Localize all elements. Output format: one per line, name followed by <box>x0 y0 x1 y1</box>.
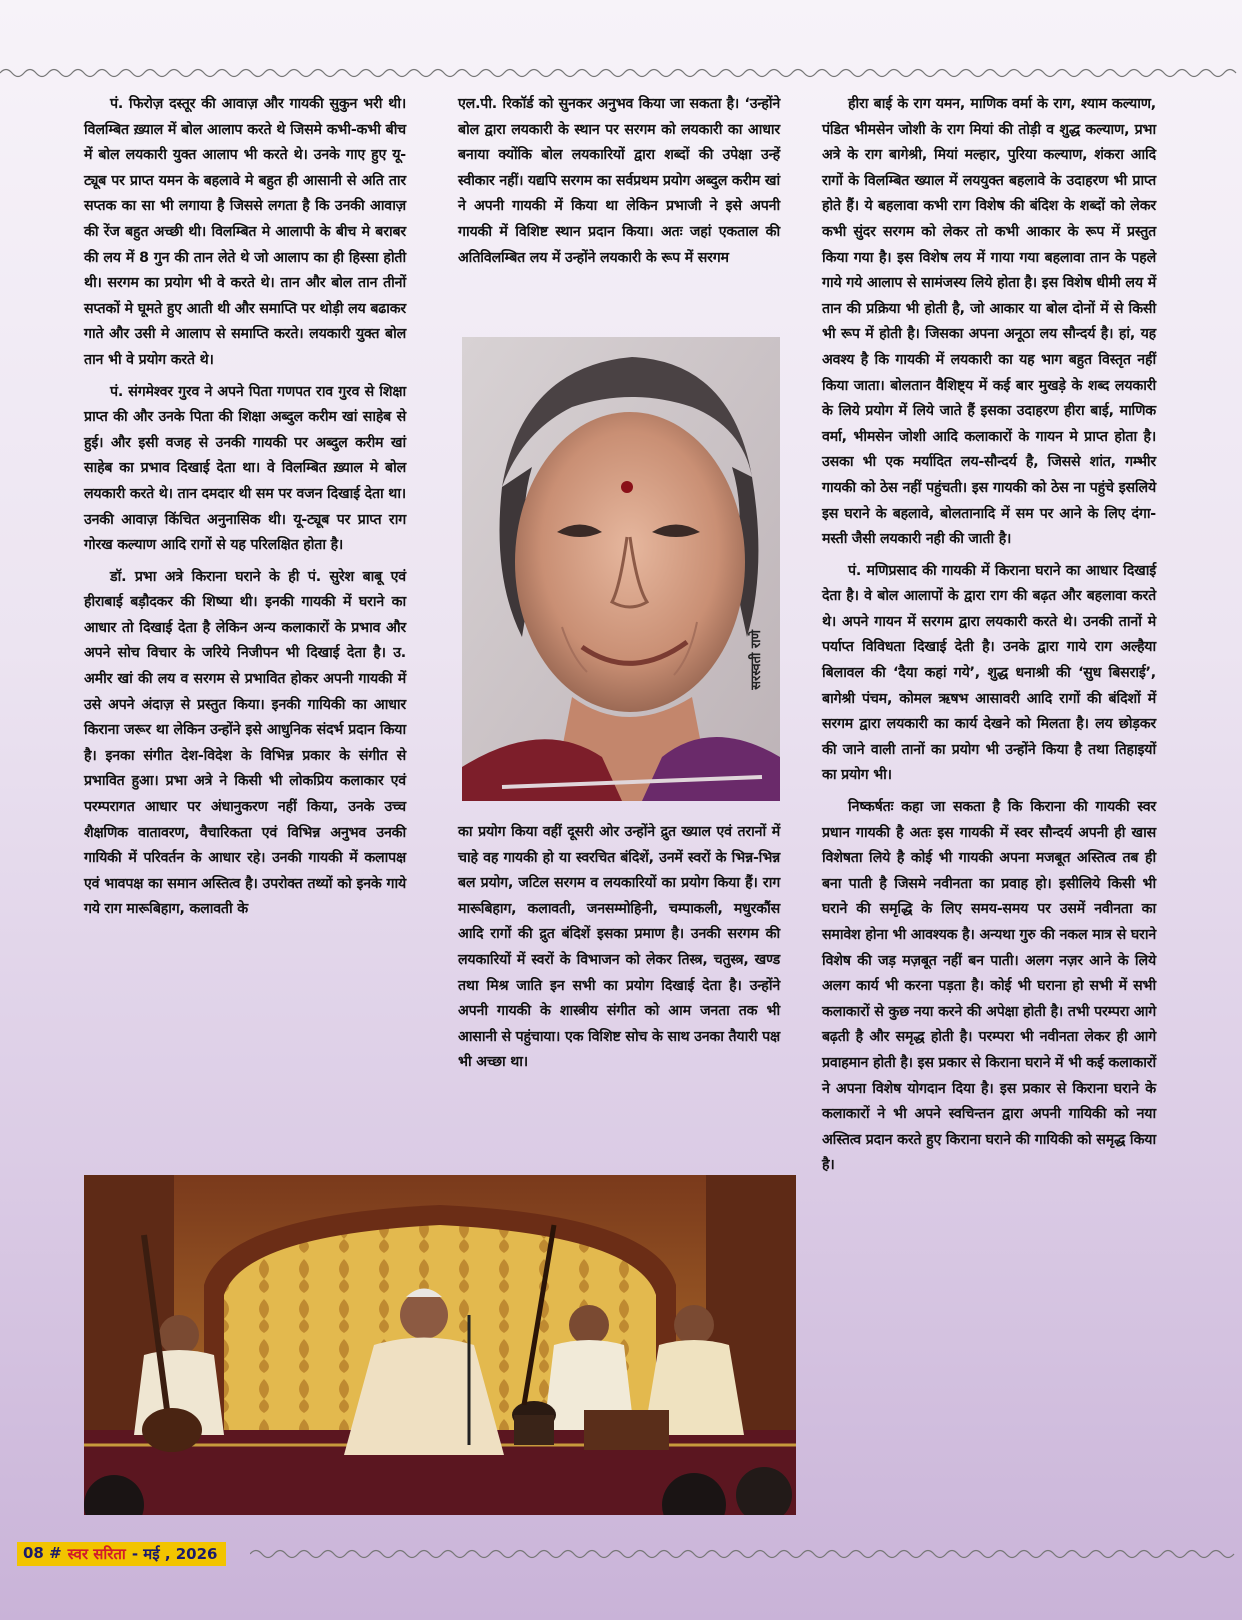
portrait-caption: सरस्वती राणे <box>749 630 764 690</box>
footer-label <box>17 1542 226 1566</box>
article-column-1 <box>84 92 406 929</box>
paragraph-conclusion: निष्कर्षतः कहा जा सकता है कि किराना की गायकी स्वर प्रधान गायकी है अतः इस गायकी में स्वर सौन्दर्य अपनी ही खास विशेषता लिये है कोई भी गायकी अपना मजबूत अस्तित्व तब ही बना पाती है जिसमे नवीनता का प्रवाह हो। इसीलिये किसी भी घराने की समृद्धि के लिए समय-समय पर उसमें नवीनता का समावेश होना भी आवश्यक है। अन्यथा गुरु की नकल मात्र से घराने विशेष की जड़ मज़बूत नहीं बन पाती। अलग नज़र आने के लिये अलग कार्य भी करना पड़ता है। कोई भी घराना हो सभी में सभी कलाकारों से कुछ नया करने की अपेक्षा होती है। तभी परम्परा आगे बढ़ती है और समृद्ध होती है। परम्परा भी नवीनता लेकर ही आगे प्रवाहमान होती है। इस प्रकार से किराना घराने में भी कई कलाकारों ने अपना विशेष योगदान दिया है। इस प्रकार से किराना घराने के कलाकारों ने भी अपने स्वचिन्तन द्वारा अपनी गायिकी को नया अस्तित्व प्रदान करते हुए किराना घराने की गायिकी को समृद्ध किया है। <box>822 799 1156 1174</box>
issue-date: - मई , 2026 <box>131 1545 218 1563</box>
bottom-wavy-divider <box>250 1547 1242 1561</box>
paragraph-column2-top: एल.पी. रिकॉर्ड को सुनकर अनुभव किया जा सकता है। ‘उन्होंने बोल द्वारा लयकारी के स्थान पर सरगम को लयकारी का आधार बनाया क्योंकि बोल लयकारियों द्वारा शब्दों की उपेक्षा उन्हें स्वीकार नहीं। यद्यपि सरगम का सर्वप्रथम प्रयोग अब्दुल करीम खां ने अपनी गायकी में किया था लेकिन प्रभाजी ने इसे अपनी गायकी में विशिष्ट स्थान प्रदान किया। अतः जहां एकताल की अतिविलम्बित लय में उन्होंने लयकारी के रूप में सरगम <box>458 96 780 266</box>
page-number: 08 # <box>23 1544 62 1562</box>
paragraph-column2-bottom: का प्रयोग किया वहीं दूसरी ओर उन्होंने द्रुत ख्याल एवं तरानों में चाहे वह गायकी हो या स्वरचित बंदिशें, उनमें स्वरों के भिन्न-भिन्न बल प्रयोग, जटिल सरगम व लयकारियों का प्रयोग किया हैं। राग मारूबिहाग, कलावती, जनसम्मोहिनी, चम्पाकली, मधुरकौंस आदि रागों की द्रुत बंदिशें इसका प्रमाण है। उनकी सरगम की लयकारियों में स्वरों के विभाजन को लेकर तिस्त्र, चतुस्त्र, खण्ड तथा मिश्र जाति इन सभी का प्रयोग दिखाई देता है। उन्होंने अपनी गायकी के शास्त्रीय संगीत को आम जनता तक भी आसानी से पहुंचाया। एक विशिष्ट सोच के साथ उनका तैयारी पक्ष भी अच्छा था। <box>458 824 780 1071</box>
article-column-2-bottom <box>458 820 780 1082</box>
paragraph-firoz-dastur: पं. फिरोज़ दस्तूर की आवाज़ और गायकी सुकुन भरी थी। विलम्बित ख़्याल में बोल आलाप करते थे जिसमे कभी-कभी बीच में बोल लयकारी युक्त आलाप भी करते थे। उनके गाए हुए यू-ट्यूब पर प्राप्त यमन के बहलावे मे बहुत ही आसानी से अति तार सप्तक का सा भी लगाया है जिससे लगता है कि उनकी आवाज़ की रेंज बहुत अच्छी थी। विलम्बित मे आलापी के बीच मे बराबर की लय में 8 गुन की तान लेते थे जो आलाप का ही हिस्सा होती थी। सरगम का प्रयोग भी वे करते थे। तान और बोल तान तीनों सप्तकों मे घूमते हुए आती थी और समाप्ति पर थोड़ी लय बढाकर गाते और उसी मे आलाप से समाप्ति करते। लयकारी युक्त बोल तान भी वे प्रयोग करते थे। <box>84 96 406 368</box>
concert-photo <box>84 1175 796 1515</box>
paragraph-prabha-atre: डॉ. प्रभा अत्रे किराना घराने के ही पं. सुरेश बाबू एवं हीराबाई बड़ौदकर की शिष्या थी। इनकी गायकी में घराने का आधार तो दिखाई देता है लेकिन अन्य कलाकारों के प्रभाव और अपने सोच विचार के जरिये निजीपन भी दिखाई देता है। उ. अमीर खां की लय व सरगम से प्रभावित होकर अपनी गायकी में उसे अपने अंदाज़ से प्रस्तुत किया। इनकी गायिकी का आधार किराना जरूर था लेकिन उन्होंने इसे आधुनिक संदर्भ प्रदान किया है। इनका संगीत देश-विदेश के विभिन्न प्रकार के संगीत से प्रभावित हुआ। प्रभा अत्रे ने किसी भी लोकप्रिय कलाकार एवं परम्परागत आधार पर अंधानुकरण नहीं किया, उनके उच्च शैक्षणिक वातावरण, वैचारिकता एवं विभिन्न अनुभव उनकी गायिकी में परिवर्तन के आधार रहे। उनकी गायकी में कलापक्ष एवं भावपक्ष का समान अस्तित्व है। उपरोक्त तथ्यों को इनके गाये गये राग मारूबिहाग, कलावती के <box>84 568 406 918</box>
top-wavy-divider <box>0 66 1242 80</box>
magazine-name: स्वर सरिता <box>67 1545 126 1563</box>
article-column-2-top <box>458 92 780 277</box>
article-column-3 <box>822 92 1156 1185</box>
paragraph-sangameshwar-gurav: पं. संगमेश्वर गुरव ने अपने पिता गणपत राव गुरव से शिक्षा प्राप्त की और उनके पिता की शिक्षा अब्दुल करीम खां साहेब से हुई। और इसी वजह से उनकी गायकी पर अब्दुल करीम खां साहेब का प्रभाव दिखाई देता था। वे विलम्बित ख़्याल मे बोल लयकारी करते थे। तान दमदार थी सम पर वजन दिखाई देता था। उनकी आवाज़ किंचित अनुनासिक थी। यू-ट्यूब पर प्राप्त राग गोरख कल्याण आदि रागों से यह परिलक्षित होता है। <box>84 383 406 554</box>
paragraph-maniprasad: पं. मणिप्रसाद की गायकी में किराना घराने का आधार दिखाई देता है। वे बोल आलापों के द्वारा राग की बढ़त और बहलावा करते थे। अपने गायन में सरगम द्वारा लयकारी करते थे। उनकी तानों मे पर्याप्त विविधता दिखाई देती है। उनके द्वारा गाये राग अल्हैया बिलावल की ‘दैया कहां गये’, शुद्ध धनाश्री की ‘सुध बिसराई’, बागेश्री पंचम, कोमल ऋषभ आसावरी आदि रागों की बंदिशों में सरगम द्वारा लयकारी का कार्य देखने को मिलता है। लय छोड़कर की जाने वाली तानों का प्रयोग भी उन्होंने किया है तथा तिहाइयों का प्रयोग भी। <box>822 562 1156 784</box>
paragraph-hira-bai: हीरा बाई के राग यमन, माणिक वर्मा के राग, श्याम कल्याण, पंडित भीमसेन जोशी के राग मियां की तोड़ी व शुद्ध कल्याण, प्रभा अत्रे के राग बागेश्री, मियां मल्हार, पुरिया कल्याण, शंकरा आदि रागों के विलम्बित ख्याल में लययुक्त बहलावे के उदाहरण भी प्राप्त होते हैं। ये बहलावा कभी राग विशेष की बंदिश के शब्दों को लेकर कभी सुंदर सरगम को लेकर तो कभी आकार के रूप में प्रस्तुत किया गया है। इस विशेष लय में गाया गया बहलावा तान के पहले गाये गये आलाप से सामंजस्य लिये होता है। इस विशेष धीमी लय में तान की प्रक्रिया भी होती है, जो आकार या बोल दोनों में से किसी भी रूप में होती है। जिसका अपना अनूठा लय सौन्दर्य है। हां, यह अवश्य है कि गायकी में लयकारी का यह भाग बहुत विस्तृत नहीं किया जाता। बोलतान वैशिष्ट्य में कई बार मुखड़े के शब्द लयकारी के लिये प्रयोग में लिये जाते हैं इसका उदाहरण हीरा बाई, माणिक वर्मा, भीमसेन जोशी आदि कलाकारों के गायन मे प्राप्त होता है। उसका भी एक मर्यादित लय-सौन्दर्य है, जिससे शांत, गम्भीर गायकी को ठेस नहीं पहुंचती। इस गायकी को ठेस ना पहुंचे इसलिये इस घराने के बहलावे, बोलतानादि में सम पर आने के लिए दंगा-मस्ती जैसी लयकारी नही की जाती है। <box>822 96 1156 548</box>
portrait-photo-saraswati-rane <box>462 337 780 801</box>
page-footer <box>17 1541 226 1567</box>
